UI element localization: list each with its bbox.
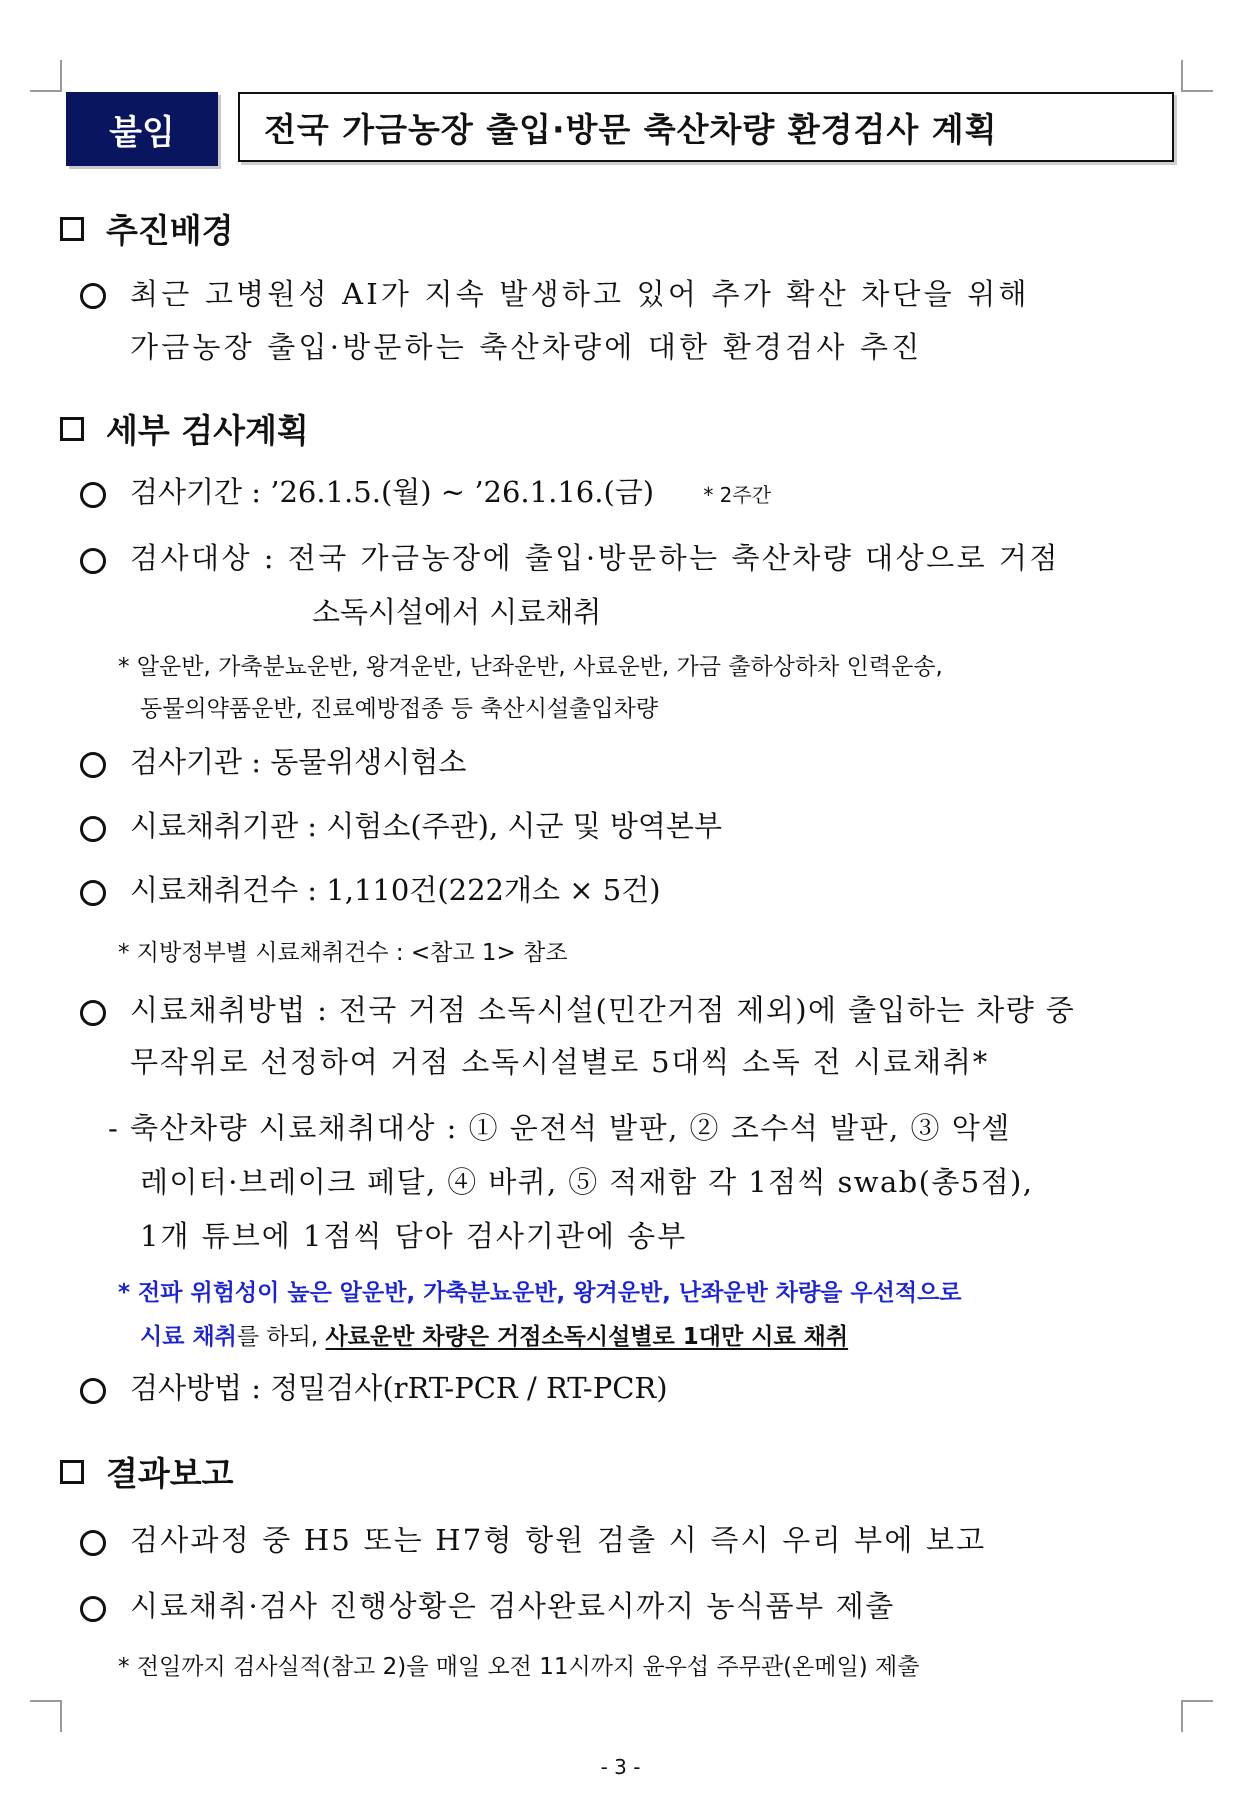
crop-mark-bottom-right — [1181, 1700, 1213, 1732]
bullet-circle-icon — [80, 548, 106, 574]
plan-agency: 검사기관 : 동물위생시험소 — [130, 745, 467, 779]
plan-period: 검사기간 : ’26.1.5.(월) ~ ’26.1.16.(금) * 2주간 — [130, 475, 772, 509]
page-number: - 3 - — [600, 1755, 641, 1779]
document-header — [66, 92, 1178, 166]
sampling-target-line2: 레이터·브레이크 페달, ④ 바퀴, ⑤ 적재함 각 1점씩 swab(총5점), — [140, 1165, 1034, 1199]
section-heading-background: 추진배경 — [60, 205, 234, 252]
sampling-target-line3: 1개 튜브에 1점씩 담아 검사기관에 송부 — [140, 1219, 688, 1253]
report-line1: 검사과정 중 H5 또는 H7형 항원 검출 시 즉시 우리 부에 보고 — [130, 1523, 987, 1557]
document-title: 전국 가금농장 출입·방문 축산차량 환경검사 계획 — [238, 92, 1174, 162]
bullet-circle-icon — [80, 1378, 106, 1404]
crop-mark-top-right — [1181, 60, 1213, 92]
plan-target-line2: 소독시설에서 시료채취 — [312, 595, 602, 629]
checkbox-square-icon — [60, 217, 84, 241]
bullet-circle-icon — [80, 482, 106, 508]
bullet-circle-icon — [80, 1596, 106, 1622]
crop-mark-bottom-left — [30, 1700, 62, 1732]
attachment-badge: 붙임 — [66, 92, 218, 166]
priority-note-line2: 시료 채취를 하되, 사료운반 차량은 거점소독시설별로 1대만 시료 채취 — [140, 1324, 849, 1350]
bullet-circle-icon — [80, 1530, 106, 1556]
period-note: * 2주간 — [703, 483, 772, 507]
checkbox-square-icon — [60, 417, 84, 441]
sampling-target-line1: - 축산차량 시료채취대상 : ① 운전석 발판, ② 조수석 발판, ③ 악셀 — [108, 1111, 1011, 1145]
target-note-line1: * 알운반, 가축분뇨운반, 왕겨운반, 난좌운반, 사료운반, 가금 출하상하차 인력운송, — [118, 654, 943, 680]
report-note: * 전일까지 검사실적(참고 2)을 매일 오전 11시까지 윤우섭 주무관(온메일) 제출 — [118, 1654, 920, 1680]
bullet-circle-icon — [80, 1000, 106, 1026]
plan-method-line1: 시료채취방법 : 전국 거점 소독시설(민간거점 제외)에 출입하는 차량 중 — [130, 993, 1076, 1027]
count-note: * 지방정부별 시료채취건수 : <참고 1> 참조 — [118, 940, 568, 966]
bullet-circle-icon — [80, 283, 106, 309]
crop-mark-top-left — [30, 60, 62, 92]
plan-method-line2: 무작위로 선정하여 거점 소독시설별로 5대씩 소독 전 시료채취* — [130, 1045, 990, 1079]
bullet-circle-icon — [80, 752, 106, 778]
background-text-line1: 최근 고병원성 AI가 지속 발생하고 있어 추가 확산 차단을 위해 — [130, 277, 1030, 311]
bullet-circle-icon — [80, 880, 106, 906]
section-heading-plan: 세부 검사계획 — [60, 405, 309, 452]
checkbox-square-icon — [60, 1460, 84, 1484]
bullet-circle-icon — [80, 816, 106, 842]
report-line2: 시료채취·검사 진행상황은 검사완료시까지 농식품부 제출 — [130, 1589, 895, 1623]
background-text-line2: 가금농장 출입·방문하는 축산차량에 대한 환경검사 추진 — [130, 330, 923, 364]
plan-test-method: 검사방법 : 정밀검사(rRT-PCR / RT-PCR) — [130, 1371, 668, 1405]
plan-target-line1: 검사대상 : 전국 가금농장에 출입·방문하는 축산차량 대상으로 거점 — [130, 541, 1060, 575]
priority-note-line1: * 전파 위험성이 높은 알운반, 가축분뇨운반, 왕겨운반, 난좌운반 차량을 우선적으로 — [118, 1280, 962, 1306]
plan-sampling-agency: 시료채취기관 : 시험소(주관), 시군 및 방역본부 — [130, 809, 722, 843]
target-note-line2: 동물의약품운반, 진료예방접종 등 축산시설출입차량 — [140, 696, 659, 722]
section-heading-report: 결과보고 — [60, 1448, 234, 1495]
plan-count: 시료채취건수 : 1,110건(222개소 × 5건) — [130, 873, 661, 907]
